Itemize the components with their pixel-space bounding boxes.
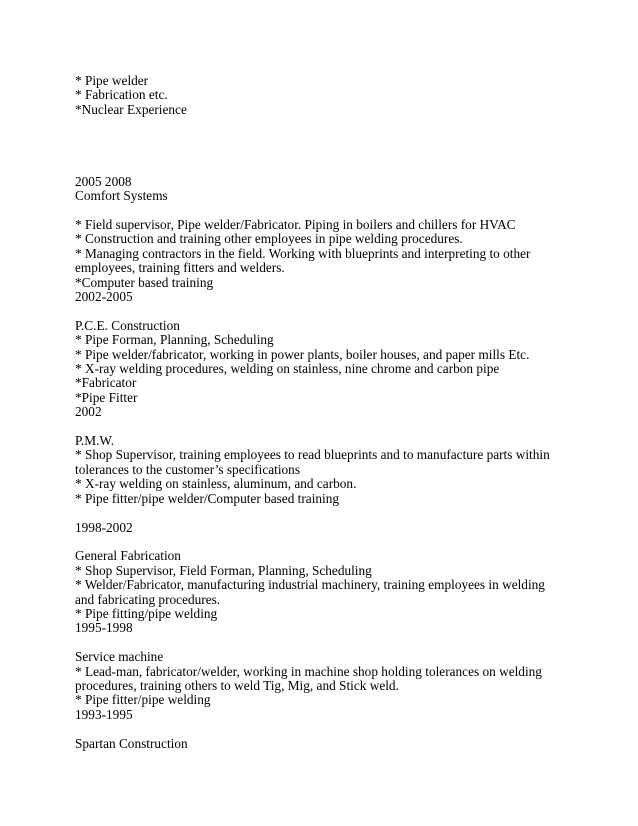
job-years: 2002 [75,404,102,420]
job-item: * Pipe Forman, Planning, Scheduling [75,332,274,348]
job-item: * Field supervisor, Pipe welder/Fabricator. Piping in boilers and chillers for HVAC [75,217,516,233]
job-company: Spartan Construction [75,735,188,751]
job-years: 2005 2008 [75,173,132,189]
job-company: P.C.E. Construction [75,317,180,333]
job-item: * Pipe fitter/pipe welding [75,692,211,708]
job-years: 1998-2002 [75,519,133,535]
job-item: * Pipe fitter/pipe welder/Computer based training [75,490,340,506]
job-company: P.M.W. [75,433,115,449]
job-item: * X-ray welding on stainless, aluminum, and carbon. [75,476,357,492]
intro-line: *Nuclear Experience [75,101,187,117]
intro-line: * Pipe welder [75,73,149,88]
spacer [75,506,565,520]
spacer [75,535,565,549]
job-item: * Construction and training other employees in pipe welding procedures. [75,231,463,247]
job-item: * Pipe fitting/pipe welding [75,605,218,621]
job-item: * Shop Supervisor, training employees to read blueprints and to manufacture parts within tolerances to the customer’s specifications [75,447,550,477]
job-years: 1995-1998 [75,620,133,636]
resume-text [75,74,565,751]
spacer [75,420,565,434]
spacer [75,636,565,650]
job-item: * X-ray welding procedures, welding on stainless, nine chrome and carbon pipe [75,361,500,377]
job-item: *Computer based training [75,274,214,290]
job-company: Service machine [75,649,164,665]
job-item: *Pipe Fitter [75,389,138,405]
spacer [75,204,565,218]
job-item: * Welder/Fabricator, manufacturing industrial machinery, training employees in welding and fabricating procedures. [75,577,545,607]
job-item: * Managing contractors in the field. Working with blueprints and interpreting to other employees, training fitters and welders. [75,245,531,276]
job-item: * Lead-man, fabricator/welder, working in machine shop holding tolerances on welding procedures, training others to weld Tig, Mig, and Stick weld. [75,663,542,693]
spacer [75,304,565,318]
job-years: 1993-1995 [75,706,133,722]
job-years: 2002-2005 [75,289,133,305]
job-item: *Fabricator [75,375,137,391]
job-item: * Shop Supervisor, Field Forman, Planning, Scheduling [75,562,372,578]
job-item: * Pipe welder/fabricator, working in power plants, boiler houses, and paper mills Etc. [75,346,530,362]
spacer [75,722,565,736]
spacer [75,117,565,175]
job-company: General Fabrication [75,548,181,564]
job-company: Comfort Systems [75,188,168,204]
intro-line: * Fabrication etc. [75,87,168,103]
